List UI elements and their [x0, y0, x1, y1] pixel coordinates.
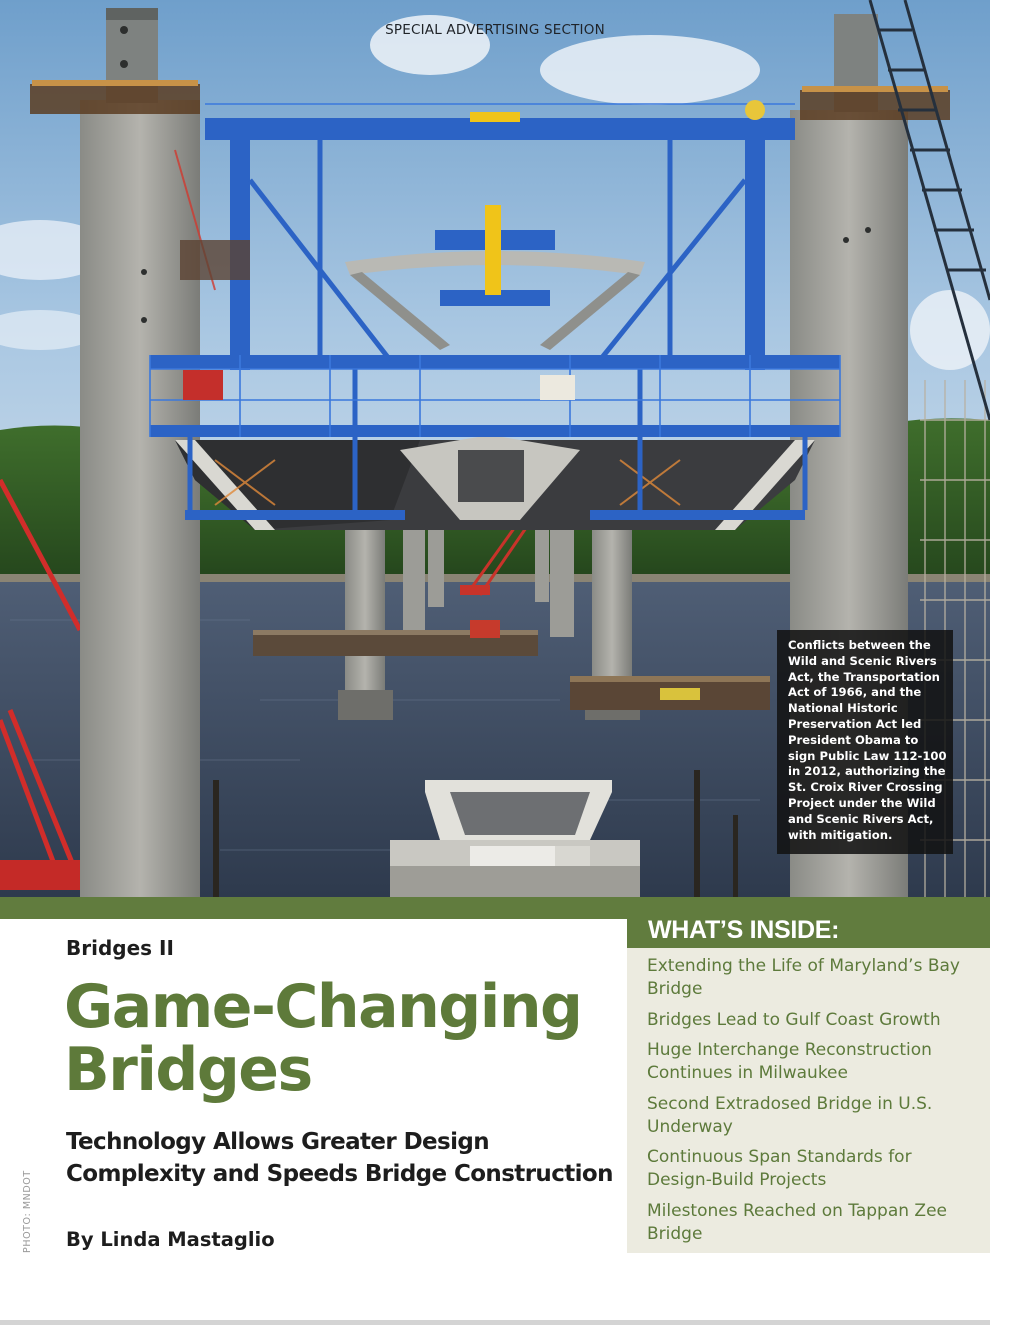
whats-inside-title: WHAT’S INSIDE: — [627, 910, 990, 948]
article-byline: By Linda Mastaglio — [66, 1228, 275, 1251]
whats-inside-item[interactable]: Continuous Span Standards for Design-Build Projects — [647, 1147, 912, 1190]
article-headline: Game-Changing Bridges — [64, 972, 582, 1105]
whats-inside-item[interactable]: Extending the Life of Maryland’s Bay Bridge — [647, 956, 960, 999]
special-advertising-label: SPECIAL ADVERTISING SECTION — [385, 22, 605, 38]
photo-credit: PHOTO: MNDOT — [22, 1170, 33, 1253]
whats-inside-item[interactable]: Huge Interchange Reconstruction Continues in Milwaukee — [647, 1040, 932, 1083]
whats-inside-list — [627, 948, 990, 1253]
whats-inside-item[interactable]: Bridges Lead to Gulf Coast Growth — [647, 1009, 941, 1030]
whats-inside-item[interactable]: Milestones Reached on Tappan Zee Bridge — [647, 1200, 947, 1244]
whats-inside-item[interactable]: Second Extradosed Bridge in U.S. Underway — [647, 1093, 933, 1137]
page-bottom-edge — [0, 1320, 990, 1325]
section-kicker: Bridges II — [66, 936, 174, 960]
photo-caption: Conflicts between the Wild and Scenic Rivers Act, the Transportation Act of 1966, and the National Historic Preservation Act led President Obama to sign Public Law 112-100 in 2012, authorizing the St. Croix River Crossing Project under the Wild and Scenic Rivers Act, with mitigation. — [777, 630, 953, 854]
article-subhead: Technology Allows Greater Design Complexity and Speeds Bridge Construction — [66, 1129, 613, 1187]
